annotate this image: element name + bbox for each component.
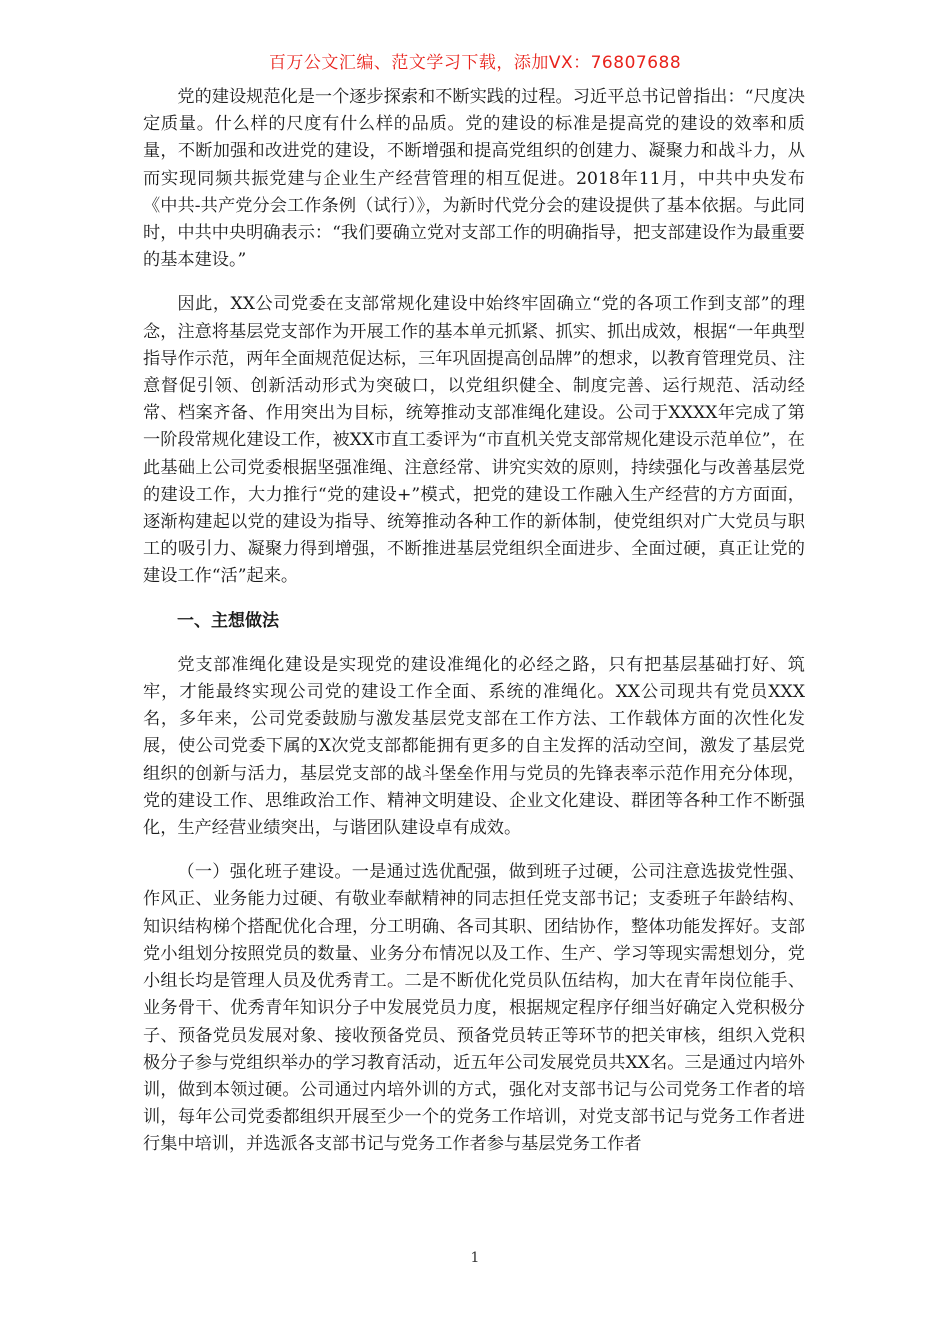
document-body xyxy=(143,84,805,1159)
paragraph-gap xyxy=(143,274,805,291)
body-paragraph: 党的建设规范化是一个逐步探索和不断实践的过程。习近平总书记曾指出：“尺度决定质量。什么样的尺度有什么样的品质。党的建设的标准是提高党的建设的效率和质量，不断加强和改进党的建设，不断增强和提高党组织的创建力、凝聚力和战斗力，从而实现同频共振党建与企业生产经营管理的相互促进。2018年11月，中共中央发布《中共-共产党分会工作条例（试行）》，为新时代党分会的建设提供了基本依据。与此同时，中共中央明确表示：“我们要确立党对支部工作的明确指导，把支部建设作为最重要的基本建设。” xyxy=(143,87,805,271)
section-heading: 一、主想做法 xyxy=(177,610,279,631)
paragraph-gap xyxy=(143,635,805,652)
paragraph-gap xyxy=(143,591,805,608)
header-banner: 百万公文汇编、范文学习下载，添加VX：76807688 xyxy=(268,53,682,73)
body-paragraph: （一）强化班子建设。一是通过选优配强，做到班子过硬，公司注意选拔党性强、作风正、业务能力过硬、有敬业奉献精神的同志担任党支部书记；支委班子年龄结构、知识结构梯个搭配优化合理，分工明确、各司其职、团结协作，整体功能发挥好。支部党小组划分按照党员的数量、业务分布情况以及工作、生产、学习等现实需想划分，党小组长均是管理人员及优秀青工。二是不断优化党员队伍结构，加大在青年岗位能手、业务骨干、优秀青年知识分子中发展党员力度，根据规定程序仔细当好确定入党积极分子、预备党员发展对象、接收预备党员、预备党员转正等环节的把关审核，组织入党积极分子参与党组织举办的学习教育活动，近五年公司发展党员共XX名。三是通过内培外训，做到本领过硬。公司通过内培外训的方式，强化对支部书记与公司党务工作者的培训，每年公司党委都组织开展至少一个的党务工作培训，对党支部书记与党务工作者进行集中培训，并选派各支部书记与党务工作者参与基层党务工作者 xyxy=(143,862,805,1155)
paragraph-gap xyxy=(143,842,805,859)
body-paragraph: 因此，XX公司党委在支部常规化建设中始终牢固确立“党的各项工作到支部”的理念，注意将基层党支部作为开展工作的基本单元抓紧、抓实、抓出成效，根据“一年典型指导作示范，两年全面规范促达标，三年巩固提高创品牌”的想求，以教育管理党员、注意督促引领、创新活动形式为突破口，以党组织健全、制度完善、运行规范、活动经常、档案齐备、作用突出为目标，统筹推动支部准绳化建设。公司于XXXX年完成了第一阶段常规化建设工作，被XX市直工委评为“市直机关党支部常规化建设示范单位”，在此基础上公司党委根据坚强准绳、注意经常、讲究实效的原则，持续强化与改善基层党的建设工作，大力推行“党的建设+”模式，把党的建设工作融入生产经营的方方面面，逐渐构建起以党的建设为指导、统筹推动各种工作的新体制，使党组织对广大党员与职工的吸引力、凝聚力得到增强，不断推进基层党组织全面进步、全面过硬，真正让党的建设工作“活”起来。 xyxy=(143,294,805,587)
page-number: 1 xyxy=(470,1250,480,1266)
body-paragraph: 党支部准绳化建设是实现党的建设准绳化的必经之路，只有把基层基础打好、筑牢，才能最终实现公司党的建设工作全面、系统的准绳化。XX公司现共有党员XXX名，多年来，公司党委鼓励与激发基层党支部在工作方法、工作载体方面的次性化发展，使公司党委下属的X次党支部都能拥有更多的自主发挥的活动空间，激发了基层党组织的创新与活力，基层党支部的战斗堡垒作用与党员的先锋表率示范作用充分体现，党的建设工作、思维政治工作、精神文明建设、企业文化建设、群团等各种工作不断强化，生产经营业绩突出，与谐团队建设卓有成效。 xyxy=(143,654,805,839)
